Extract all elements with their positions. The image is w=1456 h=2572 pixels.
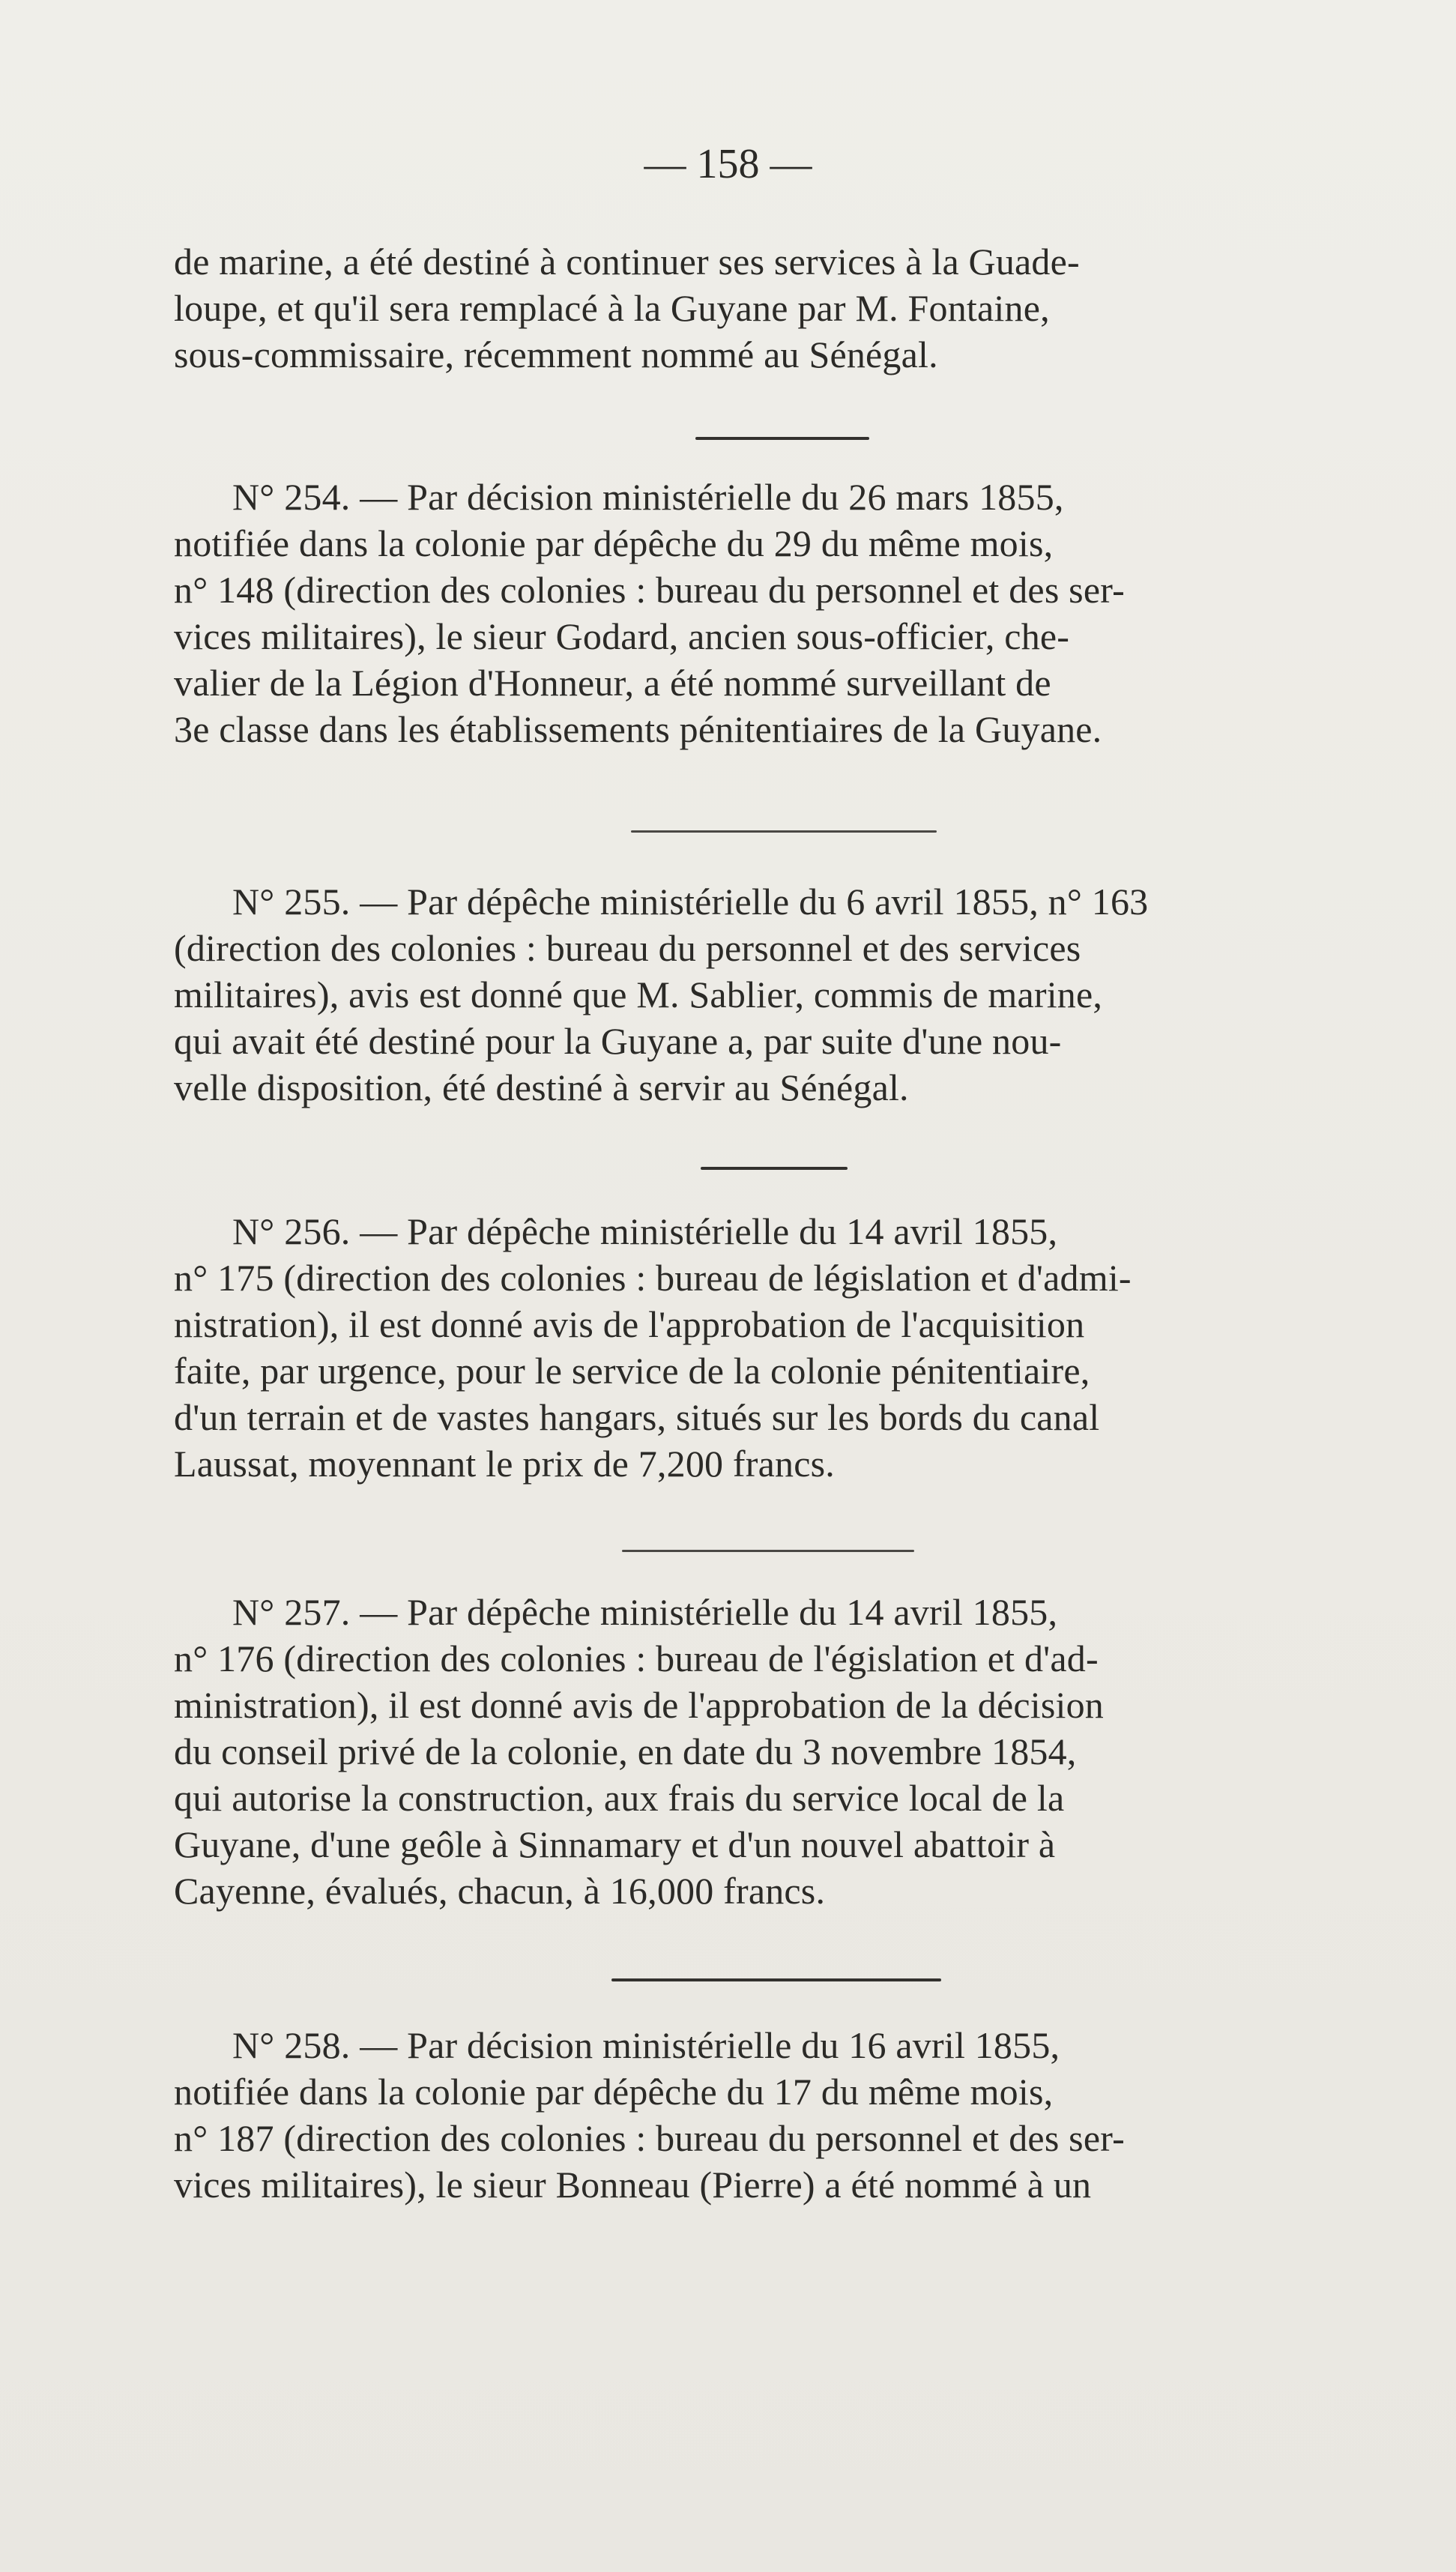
text-line: notifiée dans la colonie par dépêche du 17 du même mois, [174,2071,1054,2113]
text-line: qui autorise la construction, aux frais du service local de la [174,1777,1065,1819]
text-line: qui avait été destiné pour la Guyane a, par suite d'une nou- [174,1020,1062,1062]
text-line: faite, par urgence, pour le service de la colonie pénitentiaire, [174,1350,1090,1392]
text-line: Guyane, d'une geôle à Sinnamary et d'un nouvel abattoir à [174,1823,1056,1865]
text-line: N° 254. — Par décision ministérielle du 26 mars 1855, [232,476,1064,518]
text-line: 3e classe dans les établissements pénitentiaires de la Guyane. [174,708,1102,750]
text-line: de marine, a été destiné à continuer ses services à la Guade- [174,241,1080,283]
text-line: valier de la Légion d'Honneur, a été nommé surveillant de [174,662,1051,704]
text-line: velle disposition, été destiné à servir au Sénégal. [174,1066,909,1108]
text-line: N° 257. — Par dépêche ministérielle du 14 avril 1855, [232,1591,1058,1633]
section-divider [611,1978,941,1981]
text-line: d'un terrain et de vastes hangars, situés sur les bords du canal [174,1396,1100,1438]
text-line: (direction des colonies : bureau du personnel et des services [174,927,1081,969]
paragraph-n258 [174,2022,1376,2208]
section-divider [701,1167,848,1170]
text-line: du conseil privé de la colonie, en date du 3 novembre 1854, [174,1730,1077,1772]
text-line: ministration), il est donné avis de l'approbation de la décision [174,1684,1104,1726]
text-line: vices militaires), le sieur Godard, ancien sous-officier, che- [174,615,1070,657]
text-line: n° 187 (direction des colonies : bureau du personnel et des ser- [174,2117,1125,2159]
text-line: sous-commissaire, récemment nommé au Sénégal. [174,333,938,375]
section-divider [622,1550,914,1552]
page-number: — 158 — [644,141,812,187]
text-line: notifiée dans la colonie par dépêche du 29 du même mois, [174,522,1054,564]
text-line: n° 176 (direction des colonies : bureau de l'égislation et d'ad- [174,1637,1099,1679]
text-line: vices militaires), le sieur Bonneau (Pierre) a été nommé à un [174,2164,1092,2206]
text-line: N° 256. — Par dépêche ministérielle du 14 avril 1855, [232,1210,1058,1252]
text-line: n° 148 (direction des colonies : bureau du personnel et des ser- [174,569,1125,611]
text-line: loupe, et qu'il sera remplacé à la Guyane par M. Fontaine, [174,287,1050,329]
text-line: Cayenne, évalués, chacun, à 16,000 francs. [174,1870,826,1912]
text-line: Laussat, moyennant le prix de 7,200 francs. [174,1443,835,1485]
text-line: N° 258. — Par décision ministérielle du 16 avril 1855, [232,2024,1060,2066]
text-line: N° 255. — Par dépêche ministérielle du 6 avril 1855, n° 163 [232,881,1149,923]
text-line: n° 175 (direction des colonies : bureau de législation et d'admi- [174,1257,1132,1299]
paragraph-n255 [174,878,1376,1111]
paragraph-n256 [174,1208,1376,1487]
section-divider [631,830,937,833]
section-divider [695,437,869,440]
text-line: nistration), il est donné avis de l'approbation de l'acquisition [174,1303,1085,1345]
text-line: militaires), avis est donné que M. Sablier, commis de marine, [174,973,1103,1015]
paragraph-n257 [174,1589,1376,1914]
paragraph-intro [174,238,1376,378]
paragraph-n254 [174,474,1376,752]
